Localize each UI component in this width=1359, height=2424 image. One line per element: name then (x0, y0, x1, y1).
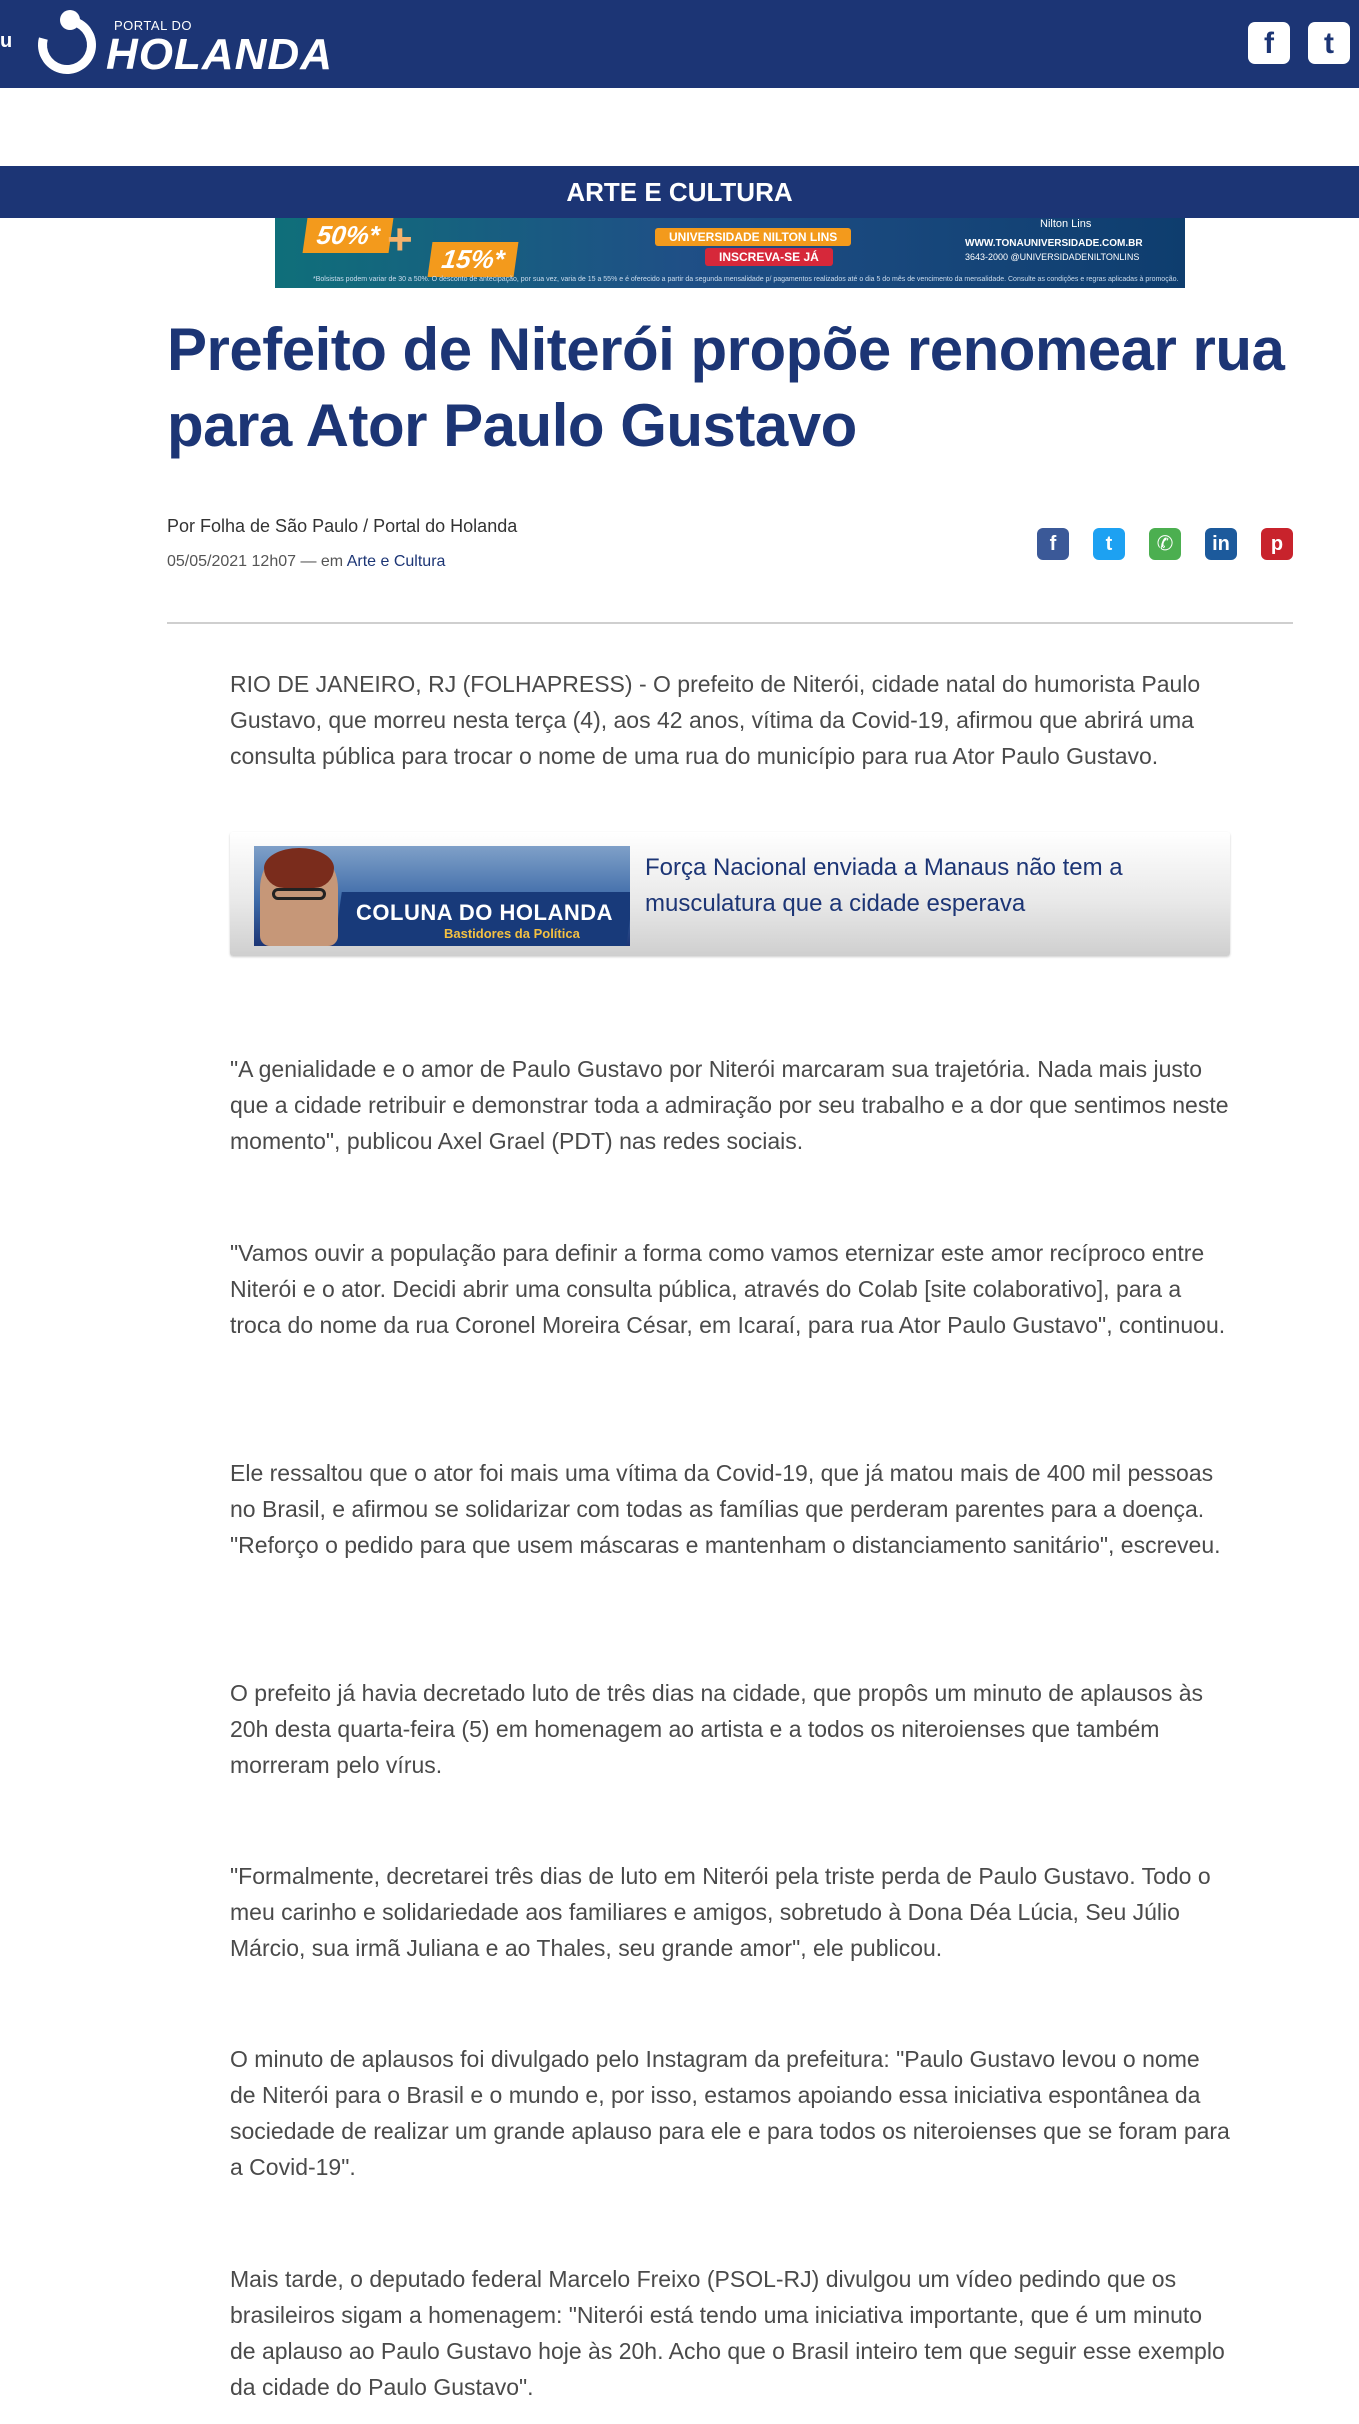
article-byline: Por Folha de São Paulo / Portal do Holanda (167, 516, 518, 536)
share-linkedin-icon[interactable]: in (1205, 528, 1237, 560)
article-date: 05/05/2021 12h07 — em (167, 553, 347, 570)
article-paragraph: O minuto de aplausos foi divulgado pelo Instagram da prefeitura: "Paulo Gustavo levou o nome de Niterói para o Brasil e o mundo e, por isso, estamos apoiando essa iniciativa espontânea da sociedade de realizar um grande aplauso para ele e para todos os niteroienses que se foram para a Covid-19". (230, 2046, 1230, 2180)
article-paragraph: O prefeito já havia decretado luto de três dias na cidade, que propôs um minuto de aplausos às 20h desta quarta-feira (5) em homenagem ao artista e a todos os niteroienses que também morreram pelo vírus. (230, 1680, 1203, 1778)
site-header (0, 0, 1359, 88)
ad-phone: 3643-2000 @UNIVERSIDADENILTONLINS (965, 252, 1140, 262)
site-logo[interactable] (38, 8, 333, 80)
article-paragraph: Ele ressaltou que o ator foi mais uma vítima da Covid-19, que já matou mais de 400 mil pessoas no Brasil, e afirmou se solidarizar com todas as famílias que perderam parentes para a doença. "Reforço o pedido para que usem máscaras e mantenham o distanciamento sanitário", escreveu. (230, 1460, 1221, 1558)
article-paragraph: "A genialidade e o amor de Paulo Gustavo por Niterói marcaram sua trajetória. Nada mais justo que a cidade retribuir e demonstrar toda a admiração por seu trabalho e a dor que sentimos neste momento", publicou Axel Grael (PDT) nas redes sociais. (230, 1056, 1229, 1154)
related-headline-link[interactable]: Força Nacional enviada a Manaus não tem a musculatura que a cidade esperava (645, 854, 1123, 917)
columnist-hair (264, 848, 334, 888)
logo-dot (60, 10, 80, 30)
article-paragraph: RIO DE JANEIRO, RJ (FOLHAPRESS) - O prefeito de Niterói, cidade natal do humorista Paulo Gustavo, que morreu nesta terça (4), aos 42 anos, vítima da Covid-19, afirmou que abrirá uma consulta pública para trocar o nome de uma rua do município para rua Ator Paulo Gustavo. (230, 671, 1201, 769)
ad-banner[interactable] (275, 218, 1185, 288)
share-twitter-icon[interactable]: t (1093, 528, 1125, 560)
ad-brand: Nilton Lins (1040, 218, 1092, 230)
ad-discount-1: 50%* (303, 218, 394, 253)
column-title: COLUNA DO HOLANDA (356, 900, 613, 925)
ad-university: UNIVERSIDADE NILTON LINS (655, 228, 851, 246)
logo-name-text: HOLANDA (106, 30, 333, 79)
twitter-icon[interactable]: t (1308, 22, 1350, 64)
article-title: Prefeito de Niterói propõe renomear rua para Ator Paulo Gustavo (167, 316, 1285, 459)
ad-discount-2: 15%* (428, 242, 519, 277)
share-whatsapp-icon[interactable]: ✆ (1149, 528, 1181, 560)
divider (167, 622, 1293, 624)
columnist-glasses (272, 888, 326, 900)
share-facebook-icon[interactable]: f (1037, 528, 1069, 560)
related-column-card[interactable] (230, 832, 1230, 956)
column-subtitle: Bastidores da Política (444, 926, 580, 941)
menu-toggle[interactable]: u (0, 30, 13, 52)
ad-site: WWW.TONAUNIVERSIDADE.COM.BR (965, 238, 1143, 249)
article-paragraph: "Vamos ouvir a população para definir a forma como vamos eternizar este amor recíproco entre Niterói e o ator. Decidi abrir uma consulta pública, através do Colab [site colaborativo], para a troca do nome da rua Coronel Moreira César, em Icaraí, para rua Ator Paulo Gustavo", continuou. (230, 1240, 1226, 1338)
column-thumbnail[interactable] (254, 846, 630, 946)
ad-fine-print: *Bolsistas podem variar de 30 a 50%. O desconto de antecipação, por sua vez, varia de 15 a 55% e é oferecido a partir da segunda mensalidade p/ pagamentos realizados até o dia 5 do mês de vencimento da mensalidade. Consulte as condições e regras aplicadas à promoção. (313, 276, 1179, 283)
category-link[interactable]: Arte e Cultura (346, 553, 446, 570)
facebook-icon[interactable]: f (1248, 22, 1290, 64)
ad-cta-button[interactable]: INSCREVA-SE JÁ (705, 248, 833, 266)
plus-icon: + (387, 218, 413, 264)
section-label[interactable]: ARTE E CULTURA (0, 166, 1359, 218)
logo-portal-text: PORTAL DO (114, 18, 192, 33)
article-dateline (167, 553, 445, 571)
article-paragraph: "Formalmente, decretarei três dias de luto em Niterói pela triste perda de Paulo Gustavo. Todo o meu carinho e solidariedade aos familiares e amigos, sobretudo à Dona Déa Lúcia, Seu Júlio Márcio, sua irmã Juliana e ao Thales, seu grande amor", ele publicou. (230, 1863, 1211, 1961)
article-paragraph: Mais tarde, o deputado federal Marcelo Freixo (PSOL-RJ) divulgou um vídeo pedindo que os brasileiros sigam a homenagem: "Niterói está tendo uma iniciativa importante, que é um minuto de aplauso ao Paulo Gustavo hoje às 20h. Acho que o Brasil inteiro tem que seguir esse exemplo da cidade do Paulo Gustavo". (230, 2266, 1225, 2400)
share-pinterest-icon[interactable]: p (1261, 528, 1293, 560)
